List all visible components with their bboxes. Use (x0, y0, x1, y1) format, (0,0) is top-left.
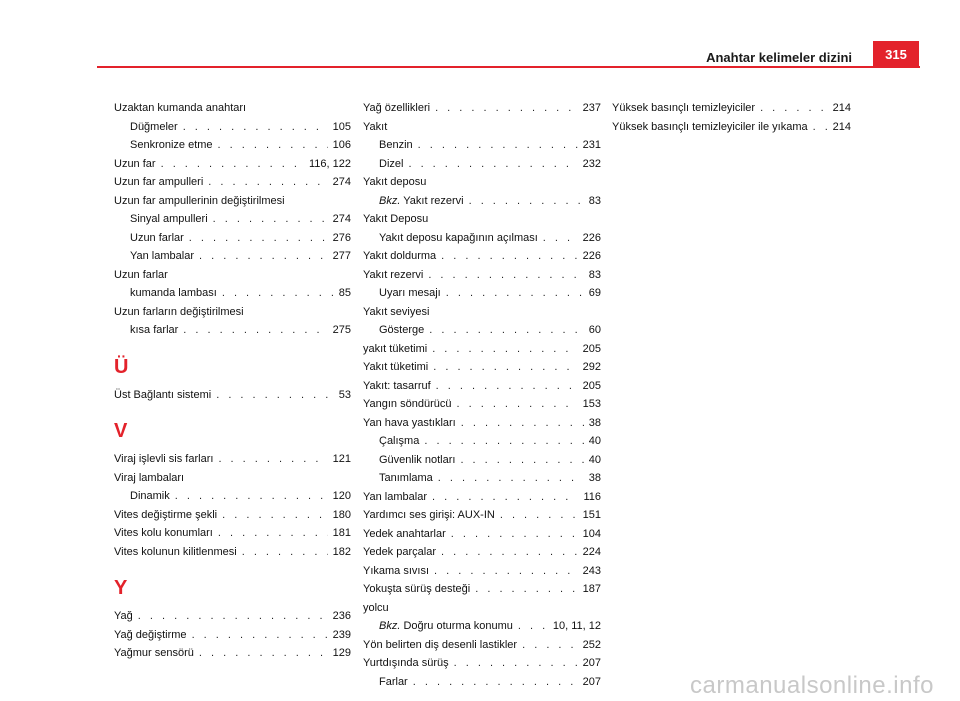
index-term (612, 118, 808, 137)
index-term (114, 506, 217, 525)
page-reference: 274 (332, 176, 351, 188)
index-term-text: Üst Bağlantı sistemi (114, 388, 212, 401)
index-subentry (114, 321, 351, 340)
index-term-text: Yakıt: tasarruf (363, 379, 431, 392)
dot-leader (418, 136, 578, 155)
index-term (363, 580, 470, 599)
index-entry (114, 192, 351, 211)
dot-leader (441, 247, 577, 266)
page-reference: 121 (332, 453, 351, 465)
dot-leader (428, 266, 583, 285)
index-subentry (363, 321, 601, 340)
index-term-text: Vites kolunun kilitlenmesi (114, 545, 237, 558)
index-entry (612, 99, 851, 118)
dot-leader (813, 118, 828, 137)
index-term-text: Uyarı mesajı (379, 287, 441, 299)
index-term (130, 321, 178, 340)
index-entry (363, 377, 601, 396)
index-term-text: Yakıt (363, 120, 388, 133)
index-term-text: Viraj lambaları (114, 471, 185, 484)
dot-leader (408, 155, 577, 174)
see-prefix: Bkz. (379, 620, 401, 632)
dot-leader (242, 543, 328, 562)
index-term-text: Yağ özellikleri (363, 102, 431, 114)
page-reference: 181 (332, 527, 351, 539)
index-term-text: Yedek anahtarlar (363, 527, 446, 540)
page-reference: 83 (588, 268, 601, 281)
page-reference: 182 (332, 545, 351, 558)
dot-leader (456, 395, 577, 414)
dot-leader (432, 340, 577, 359)
index-term (114, 644, 194, 663)
index-term (114, 626, 187, 645)
index-term (612, 99, 755, 118)
dot-leader (161, 155, 304, 174)
index-term (363, 266, 423, 285)
page-reference: 187 (582, 583, 601, 595)
index-term (114, 306, 244, 318)
index-entry (363, 599, 601, 618)
dot-leader (222, 284, 334, 303)
page-number-badge: 315 (873, 41, 919, 67)
index-entry (114, 266, 351, 285)
index-term-text: Güvenlik notları (379, 453, 456, 466)
page-reference: 60 (588, 324, 601, 336)
index-term-text: Gösterge (379, 324, 425, 336)
page-reference: 38 (588, 416, 601, 429)
index-term-text: Yakıt rezervi (363, 268, 424, 281)
index-term-text: Uzun farlar (114, 268, 168, 281)
section-letter: V (114, 420, 128, 442)
index-term-text: Farlar (379, 675, 408, 688)
dot-leader (424, 432, 583, 451)
page-reference: 214 (832, 102, 851, 114)
section-letter: Y (114, 577, 128, 599)
index-term-text: Yakıt deposu (363, 176, 427, 188)
index-entry (114, 303, 351, 322)
dot-leader (438, 469, 584, 488)
index-term (363, 506, 495, 525)
page-reference: 116 (583, 490, 601, 503)
index-term (114, 102, 246, 114)
index-term (363, 488, 427, 507)
page-reference: 277 (332, 250, 351, 262)
index-term-text: Yan lambalar (130, 250, 194, 262)
dot-leader (469, 192, 584, 211)
index-term (379, 155, 403, 174)
page-reference: 224 (582, 546, 601, 558)
index-entry (363, 543, 601, 562)
index-entry (612, 118, 851, 137)
page-reference: 236 (332, 610, 351, 622)
page-header-title: Anahtar kelimeler dizini (706, 50, 852, 65)
index-subentry (114, 487, 351, 506)
index-term-text: Viraj işlevli sis farları (114, 453, 214, 465)
index-entry (363, 506, 601, 525)
index-entry (114, 469, 351, 488)
index-entry (114, 607, 351, 626)
index-term (114, 173, 203, 192)
index-term (363, 414, 456, 433)
index-subentry (363, 155, 601, 174)
index-subentry (363, 469, 601, 488)
dot-leader (522, 636, 578, 655)
section-letter: Ü (114, 355, 129, 378)
index-entry (363, 303, 601, 322)
index-entry (363, 395, 601, 414)
index-term (130, 284, 217, 303)
index-term-text: kumanda lambası (130, 287, 217, 299)
index-entry (114, 644, 351, 663)
index-term (363, 213, 428, 225)
index-term-text: Yağmur sensörü (114, 647, 194, 659)
index-subentry (363, 136, 601, 155)
index-term (379, 136, 413, 155)
index-term-text: Sinyal ampulleri (130, 213, 208, 225)
page-reference: 214 (832, 120, 851, 133)
index-column-3 (612, 99, 851, 136)
index-term (363, 340, 427, 359)
index-term-text: Yan hava yastıkları (363, 416, 456, 429)
index-term-text: Yakıt doldurma (363, 250, 437, 262)
index-term-text: Yakıt rezervi (403, 194, 464, 207)
index-entry (363, 118, 601, 137)
dot-leader (183, 118, 328, 137)
dot-leader (433, 358, 577, 377)
index-term (363, 602, 389, 614)
index-term (130, 210, 208, 229)
index-term (363, 121, 387, 133)
dot-leader (441, 543, 578, 562)
dot-leader (434, 562, 578, 581)
dot-leader (222, 506, 328, 525)
index-term (363, 377, 431, 396)
dot-leader (518, 617, 548, 636)
index-entry (363, 488, 601, 507)
index-column-2 (363, 99, 601, 691)
index-term (363, 525, 446, 544)
page-reference: 207 (582, 675, 601, 688)
dot-leader (543, 229, 578, 248)
index-term (363, 306, 429, 318)
dot-leader (218, 450, 327, 469)
page-reference: 232 (582, 157, 601, 170)
index-term (363, 636, 517, 655)
index-term (363, 395, 451, 414)
page-reference: 83 (588, 194, 601, 207)
index-term-text: Vites kolu konumları (114, 527, 213, 539)
index-term-text: Yakıt tüketimi (363, 361, 429, 373)
index-entry (363, 580, 601, 599)
index-column-1 (114, 99, 351, 663)
index-term (130, 247, 194, 266)
index-term (379, 617, 513, 636)
dot-leader (760, 99, 828, 118)
index-term-text: Yakıt Deposu (363, 213, 429, 225)
index-term-text: Yağ değiştirme (114, 628, 187, 641)
dot-leader (189, 229, 328, 248)
dot-leader (138, 607, 328, 626)
index-term-text: Dizel (379, 157, 404, 170)
page-reference: 104 (582, 527, 601, 540)
index-term-text: Yurtdışında sürüş (363, 657, 449, 669)
index-entry (114, 524, 351, 543)
page-reference: 38 (588, 472, 601, 484)
index-subentry (114, 229, 351, 248)
page-reference: 129 (332, 647, 351, 659)
page-reference: 237 (582, 102, 601, 114)
page-reference: 105 (332, 120, 351, 133)
index-term-text: Uzun farların değiştirilmesi (114, 305, 244, 318)
dot-leader (218, 136, 328, 155)
dot-leader (213, 210, 328, 229)
index-entry (363, 636, 601, 655)
page-reference: 239 (332, 628, 351, 641)
index-subentry (114, 284, 351, 303)
dot-leader (429, 321, 584, 340)
index-term (114, 524, 213, 543)
index-entry (114, 506, 351, 525)
index-term-text: Yedek parçalar (363, 546, 436, 558)
dot-leader (436, 377, 578, 396)
index-entry (363, 340, 601, 359)
dot-leader (183, 321, 327, 340)
index-term-text: Yakıt seviyesi (363, 305, 430, 318)
index-term-text: Tanımlama (379, 472, 433, 484)
page-reference: 226 (582, 231, 601, 244)
index-entry (114, 543, 351, 562)
index-term-text: Yüksek basınçlı temizleyiciler (612, 102, 756, 114)
dot-leader (446, 284, 584, 303)
index-term-text: Düğmeler (130, 120, 178, 133)
page-reference: 292 (582, 361, 601, 373)
index-term (130, 487, 170, 506)
dot-leader (192, 626, 328, 645)
index-term (363, 247, 436, 266)
index-term (379, 432, 419, 451)
index-term-text: Doğru oturma konumu (403, 620, 513, 632)
dot-leader (500, 506, 578, 525)
page-reference: 275 (332, 324, 351, 336)
page-reference: 120 (332, 490, 351, 502)
index-term-text: Yardımcı ses girişi: AUX-IN (363, 509, 495, 521)
index-entry (363, 210, 601, 229)
dot-leader (475, 580, 577, 599)
site-watermark: carmanualsonline.info (690, 672, 934, 699)
page-reference: 85 (338, 287, 351, 299)
index-term (379, 451, 455, 470)
index-term (130, 136, 213, 155)
page-reference: 243 (582, 564, 601, 577)
page-reference: 106 (332, 139, 351, 151)
index-term (379, 229, 538, 248)
index-entry (363, 173, 601, 192)
index-term-text: Yokuşta sürüş desteği (363, 583, 471, 595)
index-subentry (114, 118, 351, 137)
dot-leader (208, 173, 327, 192)
index-term-text: Uzaktan kumanda anahtarı (114, 102, 247, 114)
index-subentry (363, 451, 601, 470)
index-entry (114, 386, 351, 405)
dot-leader (218, 524, 328, 543)
index-term-text: Yüksek basınçlı temizleyiciler ile yıkama (612, 120, 808, 133)
index-term-text: Vites değiştirme şekli (114, 508, 218, 521)
index-term-text: Dinamik (130, 490, 170, 502)
index-entry (114, 173, 351, 192)
index-entry (114, 450, 351, 469)
header-rule (97, 66, 920, 68)
page-reference: 151 (582, 509, 601, 521)
index-term (114, 450, 213, 469)
index-entry (114, 155, 351, 174)
index-term (130, 229, 184, 248)
index-term (363, 176, 426, 188)
index-term-text: Yangın söndürücü (363, 398, 452, 410)
see-prefix: Bkz. (379, 194, 401, 207)
index-subentry (363, 192, 601, 211)
index-term (114, 386, 211, 405)
index-term (363, 358, 428, 377)
index-term-text: Uzun far ampulleri (114, 176, 204, 188)
index-entry (363, 266, 601, 285)
dot-leader (460, 451, 583, 470)
dot-leader (435, 99, 578, 118)
index-term-text: Uzun far ampullerinin değiştirilmesi (114, 194, 285, 207)
index-term-text: Çalışma (379, 435, 420, 447)
index-term-text: Senkronize etme (130, 139, 213, 151)
page-reference: 69 (588, 287, 601, 299)
index-entry (363, 525, 601, 544)
dot-leader (454, 654, 578, 673)
index-term-text: kısa farlar (130, 324, 179, 336)
page-reference: 180 (332, 508, 351, 521)
index-term (379, 321, 424, 340)
index-subentry (363, 673, 601, 692)
index-term (114, 195, 285, 207)
index-term (114, 607, 133, 626)
index-term (379, 469, 433, 488)
index-term-text: yakıt tüketimi (363, 342, 428, 355)
index-entry (363, 99, 601, 118)
index-entry (114, 626, 351, 645)
index-term (363, 543, 436, 562)
index-entry (363, 562, 601, 581)
index-term (114, 472, 184, 484)
index-entry (363, 654, 601, 673)
page-reference: 231 (582, 139, 601, 151)
index-term-text: Yakıt deposu kapağının açılması (379, 231, 538, 244)
index-term-text: Uzun far (114, 157, 156, 170)
dot-leader (199, 644, 328, 663)
index-subentry (363, 432, 601, 451)
page-reference: 205 (582, 379, 601, 392)
index-term (379, 673, 408, 692)
dot-leader (432, 488, 578, 507)
index-entry (114, 99, 351, 118)
dot-leader (199, 247, 328, 266)
index-term (363, 654, 449, 673)
index-term (379, 192, 464, 211)
index-term (130, 118, 178, 137)
index-subentry (114, 210, 351, 229)
index-term (363, 99, 430, 118)
page-reference: 226 (582, 250, 601, 262)
index-term-text: Uzun farlar (130, 231, 184, 244)
index-term-text: yolcu (363, 601, 389, 614)
dot-leader (216, 386, 334, 405)
dot-leader (461, 414, 584, 433)
index-term-text: Yön belirten diş desenli lastikler (363, 638, 518, 651)
index-subentry (363, 617, 601, 636)
page-reference: 153 (582, 398, 601, 410)
index-entry (363, 358, 601, 377)
index-subentry (114, 247, 351, 266)
dot-leader (175, 487, 328, 506)
page-reference: 274 (332, 213, 351, 225)
page-reference: 116, 122 (308, 157, 351, 170)
index-term (114, 155, 156, 174)
page-reference: 207 (582, 657, 601, 669)
index-entry (363, 414, 601, 433)
page-reference: 10, 11, 12 (552, 620, 601, 632)
page-reference: 40 (588, 435, 601, 447)
index-term-text: Yıkama sıvısı (363, 564, 430, 577)
index-term (114, 269, 168, 281)
index-subentry (363, 229, 601, 248)
page-reference: 276 (332, 231, 351, 244)
dot-leader (451, 525, 578, 544)
index-term-text: Benzin (379, 139, 413, 151)
index-entry (363, 247, 601, 266)
index-term-text: Yağ (114, 610, 133, 622)
index-term (379, 284, 441, 303)
index-term (114, 543, 237, 562)
page-reference: 40 (588, 453, 601, 466)
index-term-text: Yan lambalar (363, 490, 427, 503)
page-reference: 205 (582, 342, 601, 355)
dot-leader (413, 673, 578, 692)
index-subentry (363, 284, 601, 303)
index-subentry (114, 136, 351, 155)
index-term (363, 562, 429, 581)
page-reference: 252 (582, 638, 601, 651)
page-reference: 53 (338, 388, 351, 401)
